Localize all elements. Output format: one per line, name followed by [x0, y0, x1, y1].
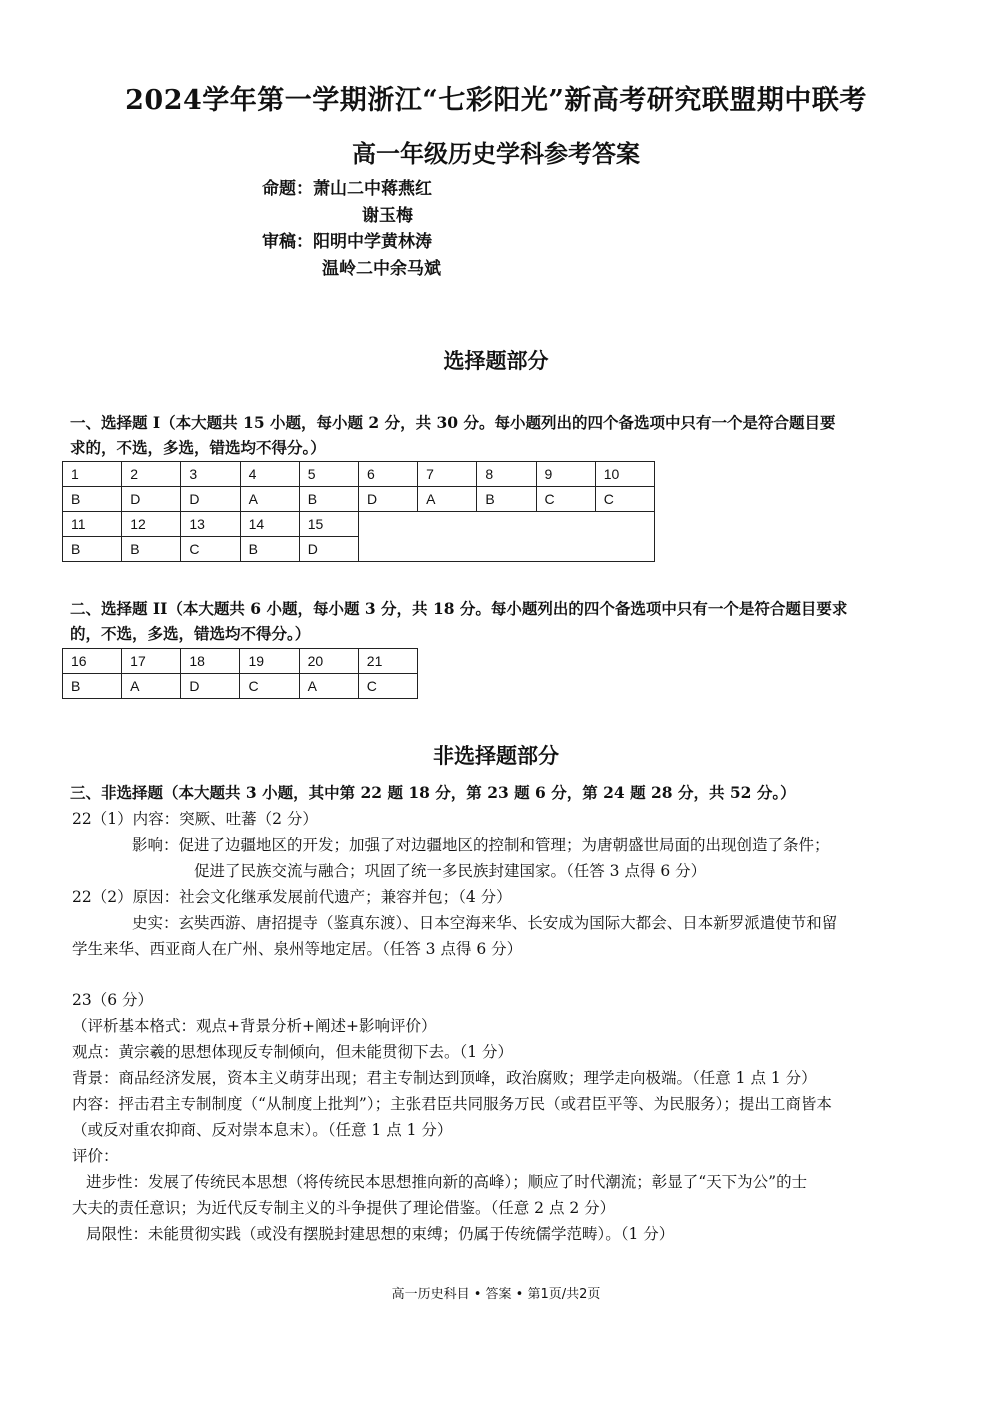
q23-line: 局限性：未能贯彻实践（或没有摆脱封建思想的束缚；仍属于传统儒学范畴）。（1 分）: [86, 1225, 675, 1243]
q23-line: 评价：: [72, 1147, 119, 1165]
answer-cell: B: [240, 537, 299, 562]
question-number: 2: [122, 462, 181, 487]
answer-cell: D: [181, 674, 240, 699]
reviewer-row-2: [262, 256, 441, 283]
question-number: 10: [595, 462, 654, 487]
table-row: [63, 487, 655, 512]
part2-heading-line-2: 的，不选，多选，错选均不得分。）: [70, 624, 311, 643]
author-name-1: 萧山二中蒋燕红: [313, 179, 432, 199]
part2-heading: [70, 596, 926, 646]
q22-answer: [72, 806, 924, 962]
part3-heading: [70, 780, 926, 805]
q23-line: 23（6 分）: [72, 991, 154, 1009]
reviewer-name-2: 温岭二中余马斌: [322, 258, 441, 279]
author-label: 命题：: [262, 179, 313, 199]
reviewer-row: [262, 229, 441, 256]
answer-cell: B: [477, 487, 536, 512]
question-number: 6: [358, 462, 417, 487]
question-number: 1: [63, 462, 122, 487]
answer-cell: B: [63, 674, 122, 699]
table-row: [63, 462, 655, 487]
answer-cell: A: [240, 487, 299, 512]
reviewer-name-1: 阳明中学黄林涛: [313, 232, 432, 252]
question-number: 17: [122, 649, 181, 674]
question-number: 8: [477, 462, 536, 487]
table-row: [63, 649, 418, 674]
question-number: 14: [240, 512, 299, 537]
q23-line: 进步性：发展了传统民本思想（将传统民本思想推向新的高峰）；顺应了时代潮流；彰显了“天下为公”的士: [86, 1173, 808, 1191]
question-number: 9: [536, 462, 595, 487]
table-row: [63, 512, 655, 537]
answer-cell: A: [122, 674, 181, 699]
q23-answer: [72, 987, 924, 1247]
part1-heading: [70, 410, 926, 460]
q23-line: 内容：抨击君主专制制度（“从制度上批判”）；主张君臣共同服务万民（或君臣平等、为民服务）；提出工商皆本: [72, 1095, 832, 1113]
author-row-2: [262, 203, 441, 230]
answer-cell: C: [358, 674, 417, 699]
question-number: 15: [299, 512, 358, 537]
answer-cell: A: [418, 487, 477, 512]
question-number: 13: [181, 512, 240, 537]
q23-line: 背景：商品经济发展，资本主义萌芽出现；君主专制达到顶峰，政治腐败；理学走向极端。（任意 1 点 1 分）: [72, 1069, 817, 1087]
question-number: 5: [299, 462, 358, 487]
author-row: [262, 176, 441, 203]
part2-answer-table: [62, 648, 418, 699]
author-name-2: 谢玉梅: [362, 205, 413, 226]
answer-cell: C: [536, 487, 595, 512]
answer-cell: D: [299, 537, 358, 562]
question-number: 16: [63, 649, 122, 674]
credits-block: [262, 176, 441, 282]
question-number: 7: [418, 462, 477, 487]
answer-cell: C: [595, 487, 654, 512]
answer-cell: B: [122, 537, 181, 562]
question-number: 4: [240, 462, 299, 487]
q23-line: 观点：黄宗羲的思想体现反专制倾向，但未能贯彻下去。（1 分）: [72, 1043, 514, 1061]
nonchoice-section-title: 非选择题部分: [433, 743, 559, 768]
q22-line: 学生来华、西亚商人在广州、泉州等地定居。（任答 3 点得 6 分）: [72, 940, 523, 958]
q23-line: 大夫的责任意识；为近代反专制主义的斗争提供了理论借鉴。（任意 2 点 2 分）: [72, 1199, 616, 1217]
part1-heading-line-1: 一、选择题 I（本大题共 15 小题，每小题 2 分，共 30 分。每小题列出的四个备选项中只有一个是符合题目要: [70, 413, 836, 432]
q23-line: （或反对重农抑商、反对崇本息末）。（任意 1 点 1 分）: [72, 1121, 453, 1139]
answer-cell: A: [299, 674, 358, 699]
answer-cell: D: [181, 487, 240, 512]
q22-line: 促进了民族交流与融合；巩固了统一多民族封建国家。（任答 3 点得 6 分）: [194, 862, 707, 880]
exam-title: 2024学年第一学期浙江“七彩阳光”新高考研究联盟期中联考: [125, 85, 867, 116]
question-number: 3: [181, 462, 240, 487]
answer-cell: D: [122, 487, 181, 512]
empty-cell: [358, 512, 654, 562]
q22-line: 22（1）内容：突厥、吐蕃（2 分）: [72, 810, 318, 828]
answer-cell: D: [358, 487, 417, 512]
answer-cell: C: [181, 537, 240, 562]
choice-section-title: 选择题部分: [443, 348, 549, 373]
table-row: [63, 674, 418, 699]
question-number: 19: [240, 649, 299, 674]
answer-cell: C: [240, 674, 299, 699]
question-number: 12: [122, 512, 181, 537]
part2-heading-line-1: 二、选择题 II（本大题共 6 小题，每小题 3 分，共 18 分。每小题列出的四个备选项中只有一个是符合题目要求: [70, 599, 848, 618]
answer-cell: B: [63, 537, 122, 562]
question-number: 21: [358, 649, 417, 674]
part1-heading-line-2: 求的，不选，多选，错选均不得分。）: [70, 438, 326, 457]
question-number: 11: [63, 512, 122, 537]
q22-line: 史实：玄奘西游、唐招提寺（鉴真东渡）、日本空海来华、长安成为国际大都会、日本新罗派遣使节和留: [132, 914, 838, 932]
question-number: 20: [299, 649, 358, 674]
q22-line: 22（2）原因：社会文化继承发展前代遗产；兼容并包；（4 分）: [72, 888, 512, 906]
answer-subtitle: 高一年级历史学科参考答案: [352, 139, 640, 168]
q22-line: 影响：促进了边疆地区的开发；加强了对边疆地区的控制和管理；为唐朝盛世局面的出现创造了条件；: [132, 836, 830, 854]
part1-answer-table: [62, 461, 655, 562]
answer-cell: B: [299, 487, 358, 512]
part3-heading-line: 三、非选择题（本大题共 3 小题，其中第 22 题 18 分，第 23 题 6 分，第 24 题 28 分，共 52 分。）: [70, 783, 796, 802]
answer-cell: B: [63, 487, 122, 512]
question-number: 18: [181, 649, 240, 674]
q23-line: （评析基本格式：观点+背景分析+阐述+影响评价）: [72, 1017, 437, 1035]
page-footer: 高一历史科目 • 答案 • 第1页/共2页: [391, 1287, 601, 1302]
reviewer-label: 审稿：: [262, 232, 313, 252]
